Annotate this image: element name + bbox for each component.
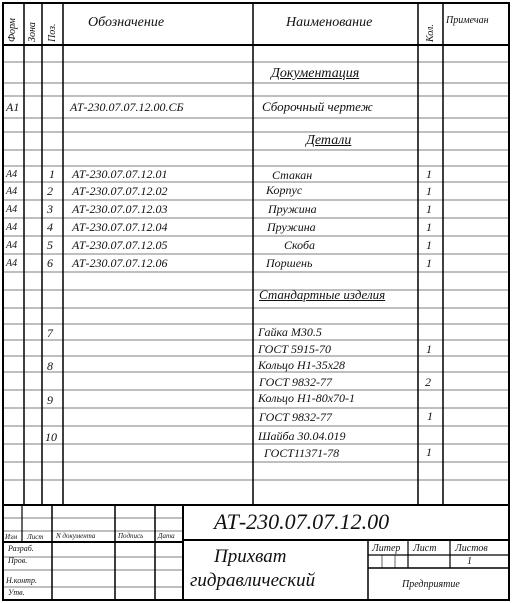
col-ndoc: N документа (56, 532, 96, 540)
item-name: Кольцо Н1-80х70-1 (258, 391, 356, 405)
item-designation: АТ-230.07.07.12.05 (72, 238, 168, 252)
item-standard: ГОСТ 5915-70 (258, 342, 332, 356)
item-name: Пружина (268, 202, 317, 216)
item-name: Шайба 30.04.019 (258, 429, 346, 443)
item-pos: 9 (47, 393, 53, 407)
row-utv: Утв. (8, 588, 25, 597)
header-format: Форм (7, 18, 18, 42)
item-designation: АТ-230.07.07.12.01 (72, 167, 168, 181)
title-line1: Прихват (214, 546, 287, 567)
row-razrab: Разраб. (8, 544, 34, 553)
header-name: Наименование (286, 15, 373, 30)
item-designation: АТ-230.07.07.12.06 (72, 256, 168, 270)
row-prov: Пров. (8, 556, 28, 565)
doc-name: Сборочный чертеж (262, 99, 373, 114)
item-pos: 1 (49, 167, 55, 181)
item-name: Кольцо Н1-35х28 (258, 358, 346, 372)
item-standard: ГОСТ 9832-77 (259, 375, 333, 389)
item-name: Скоба (284, 238, 316, 252)
item-pos: 5 (47, 238, 53, 252)
item-name: Пружина (267, 220, 316, 234)
item-qty: 1 (426, 167, 432, 181)
header-zone: Зона (27, 22, 38, 42)
section-standard: Стандартные изделия (259, 287, 386, 302)
item-designation: АТ-230.07.07.12.04 (72, 220, 168, 234)
item-qty: 1 (427, 409, 433, 423)
doc-designation: АТ-230.07.07.12.00.СБ (70, 100, 184, 114)
item-pos: 6 (47, 256, 53, 270)
title-line2: гидравлический (190, 570, 316, 591)
item-designation: АТ-230.07.07.12.02 (72, 184, 168, 198)
item-pos: 2 (47, 184, 53, 198)
item-standard: ГОСТ 9832-77 (259, 410, 333, 424)
item-standard: ГОСТ11371-78 (264, 446, 340, 460)
item-pos: 4 (47, 220, 53, 234)
item-format: А4 (6, 258, 18, 269)
col-sign: Подпись (118, 532, 144, 540)
item-qty: 1 (426, 220, 432, 234)
item-qty: 1 (426, 202, 432, 216)
item-pos: 7 (47, 326, 53, 340)
document-code: АТ-230.07.07.12.00 (214, 509, 390, 534)
label-sheets: Листов (455, 543, 488, 554)
item-qty: 1 (426, 256, 432, 270)
item-format: А4 (6, 169, 18, 180)
row-nkontr: Н.контр. (6, 576, 37, 585)
item-pos: 10 (45, 430, 57, 444)
item-pos: 3 (47, 202, 53, 216)
item-qty: 1 (426, 342, 432, 356)
item-name: Гайка М30.5 (258, 325, 322, 339)
col-izm: Изм (5, 533, 18, 541)
item-name: Корпус (266, 183, 303, 197)
item-qty: 1 (426, 184, 432, 198)
item-format: А4 (6, 186, 18, 197)
item-qty: 1 (426, 445, 432, 459)
enterprise-label: Предприятие (402, 579, 460, 590)
item-qty: 2 (425, 375, 431, 389)
sheets-count: 1 (467, 556, 472, 567)
header-designation: Обозначение (88, 15, 165, 30)
item-pos: 8 (47, 359, 53, 373)
item-name: Стакан (272, 168, 313, 182)
header-pos: Поз. (47, 23, 58, 42)
doc-format: А1 (6, 100, 20, 114)
item-designation: АТ-230.07.07.12.03 (72, 202, 168, 216)
label-liter: Литер (372, 543, 401, 554)
item-qty: 1 (426, 238, 432, 252)
item-format: А4 (6, 240, 18, 251)
section-docs: Документация (271, 66, 360, 81)
item-name: Поршень (266, 256, 313, 270)
item-format: А4 (6, 204, 18, 215)
label-sheet: Лист (413, 543, 437, 554)
col-list: Лист (27, 533, 44, 541)
item-format: А4 (6, 222, 18, 233)
header-qty: Кол. (425, 24, 436, 42)
col-date: Дата (158, 532, 175, 540)
section-parts: Детали (306, 133, 352, 148)
header-note: Примечан (446, 15, 489, 26)
